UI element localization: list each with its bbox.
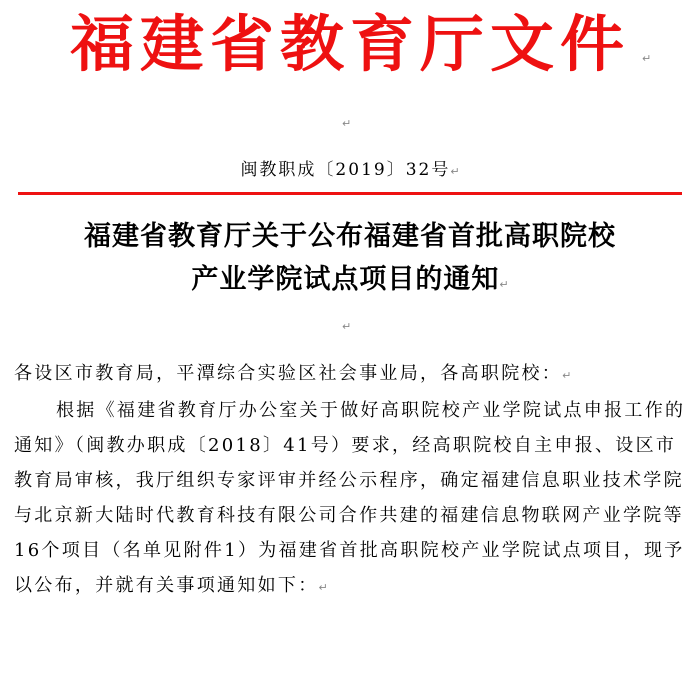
body-paragraph-1 (14, 393, 686, 605)
masthead (0, 0, 700, 90)
paragraph-mark-icon: ↵ (642, 52, 652, 65)
salutation-paragraph (14, 356, 686, 393)
document-number: 闽教职成〔2019〕32号 (240, 160, 451, 180)
paragraph-mark-icon: ↵ (450, 165, 460, 178)
body-paragraph-1-text: 根据《福建省教育厅办公室关于做好高职院校产业学院试点申报工作的通知》（闽教办职成〔2018〕41号）要求，经高职院校自主申报、设区市教育局审核，我厅组织专家评审并经公示程序，确定福建信息职业技术学院与北京新大陆时代教育科技有限公司合作共建的福建信息物联网产业学院等16个项目（名单见附件1）为福建省首批高职院校产业学院试点项目，现予以公布，并就有关事项通知如下： (14, 400, 686, 596)
paragraph-mark-icon: ↵ (499, 278, 509, 291)
salutation: 各设区市教育局，平潭综合实验区社会事业局，各高职院校： (14, 363, 563, 384)
title-line-1: 福建省教育厅关于公布福建省首批高职院校 (84, 221, 616, 252)
title-line-2: 产业学院试点项目的通知 (191, 264, 500, 295)
paragraph-mark-icon: ↵ (562, 369, 572, 382)
red-divider-rule (18, 192, 682, 195)
title-line-2-wrap (0, 258, 700, 306)
paragraph-mark-icon: ↵ (318, 581, 328, 594)
document-number-line (0, 158, 700, 184)
document-body (14, 356, 686, 605)
paragraph-mark-icon: ↵ (342, 117, 352, 130)
masthead-title: 福建省教育厅文件 (70, 8, 630, 81)
document-title (0, 215, 700, 306)
paragraph-mark-icon: ↵ (342, 320, 352, 333)
